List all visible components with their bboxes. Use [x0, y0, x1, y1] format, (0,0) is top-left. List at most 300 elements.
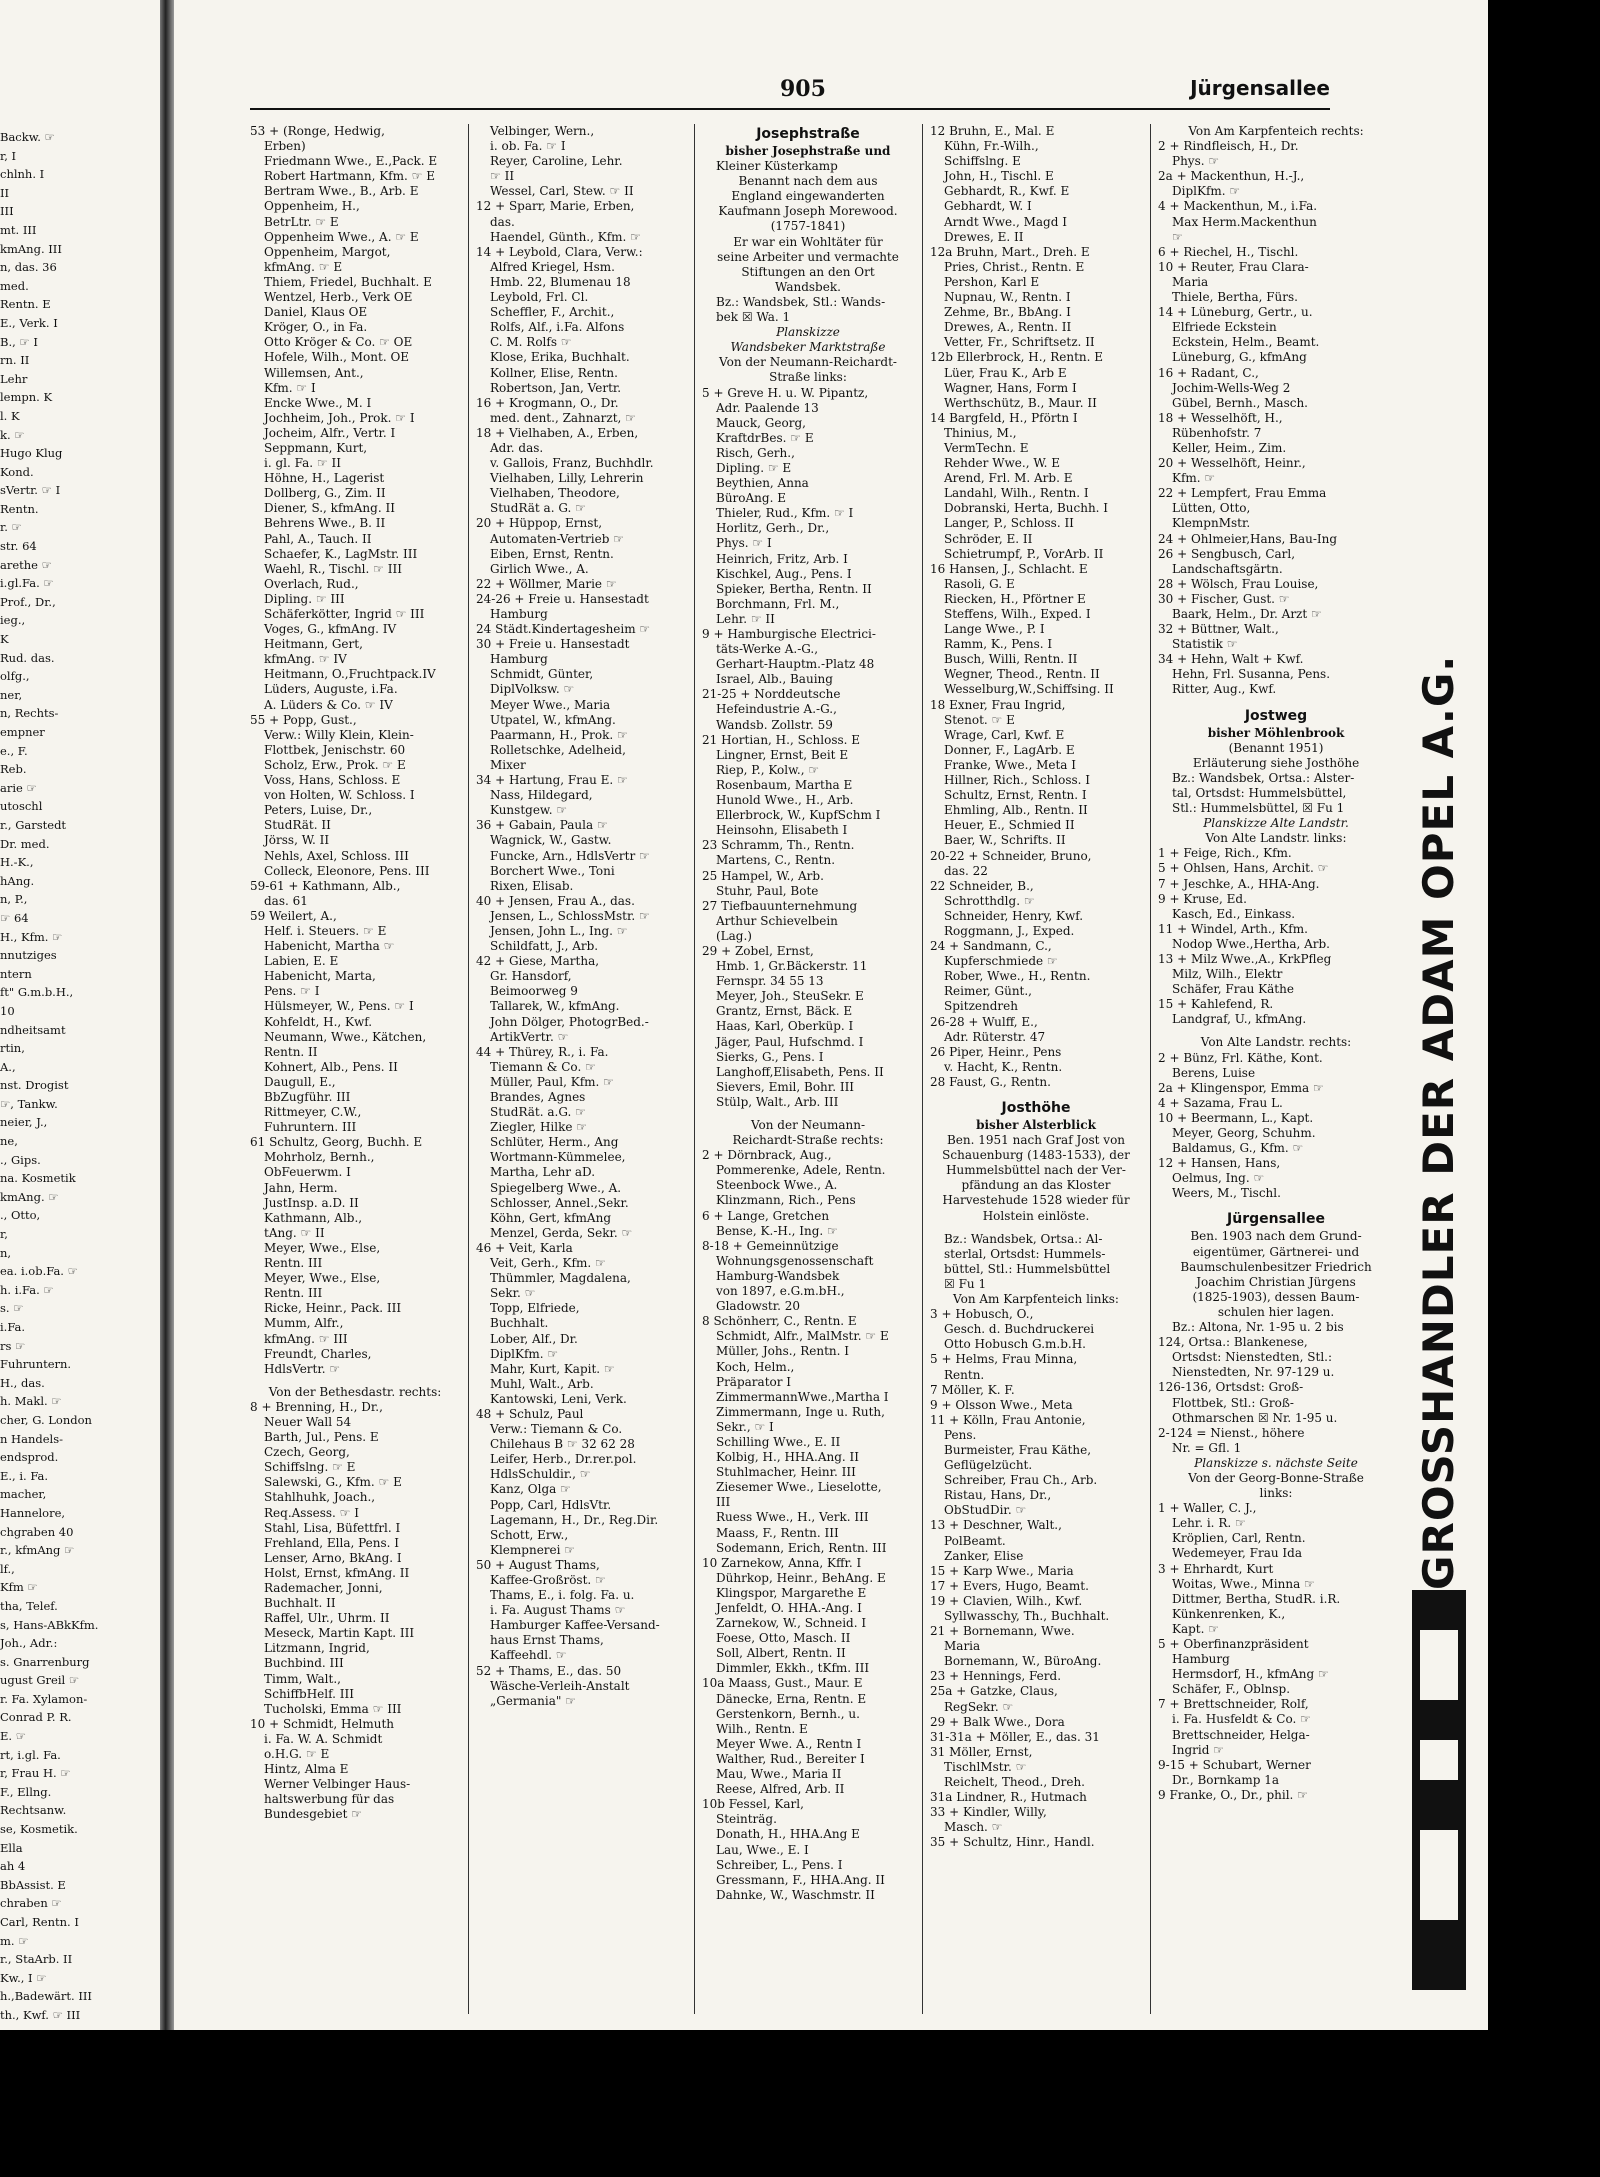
resident-entry: Kühn, Fr.-Wilh., — [944, 139, 1039, 154]
resident-entry: Jocheim, Alfr., Vertr. I — [264, 425, 396, 440]
house-entry: 15 + Karp Wwe., Maria — [930, 1563, 1074, 1578]
resident-entry: Encke Wwe., M. I — [264, 395, 372, 410]
resident-entry: Kollner, Elise, Rentn. — [490, 365, 618, 380]
resident-entry: Gr. Hansdorf, — [490, 969, 572, 984]
resident-entry: Ristau, Hans, Dr., — [944, 1488, 1052, 1503]
house-entry: 9-15 + Schubart, Werner — [1158, 1757, 1311, 1772]
house-entry: 8-18 + Gemeinnützige — [702, 1238, 839, 1253]
house-entry: 8 Schönherr, C., Rentn. E — [702, 1314, 857, 1329]
column-divider — [1150, 124, 1151, 2014]
resident-entry: Popp, Carl, HdlsVtr. — [490, 1497, 612, 1512]
resident-entry: von Holten, W. Schloss. I — [264, 788, 415, 803]
resident-entry: SchiffbHelf. III — [264, 1686, 354, 1701]
resident-entry: Robertson, Jan, Vertr. — [490, 380, 622, 395]
resident-entry: Reichelt, Theod., Dreh. — [944, 1775, 1085, 1790]
resident-entry: Dimmler, Ekkh., tKfm. III — [716, 1661, 870, 1676]
resident-entry: RegSekr. ☞ — [944, 1699, 1014, 1714]
street-note: bisher Alsterblick — [976, 1118, 1096, 1132]
resident-entry: Steffens, Wilh., Exped. I — [944, 607, 1091, 621]
column-1 — [250, 124, 460, 2014]
resident-entry: Heitmann, Gert, — [264, 637, 363, 652]
previous-page-fragment — [0, 128, 152, 2025]
house-entry: 40 + Jensen, Frau A., das. — [476, 893, 635, 908]
fragment-line: arie ☞ — [0, 780, 37, 795]
resident-entry: Wortmann-Kümmelee, — [490, 1150, 626, 1165]
resident-entry: Müller, Paul, Kfm. ☞ — [490, 1074, 614, 1089]
fragment-line: A., — [0, 1059, 16, 1074]
fragment-line: s. ☞ — [0, 1301, 24, 1316]
resident-entry: das. 22 — [944, 863, 988, 878]
spacer — [1158, 1201, 1394, 1209]
resident-entry: Martens, C., Rentn. — [716, 853, 836, 868]
street-note: (Benannt 1951) — [1228, 740, 1324, 755]
fragment-line: Conrad P. R. — [0, 1710, 72, 1725]
resident-entry: Schildfatt, J., Arb. — [490, 939, 599, 954]
resident-entry: Oppenheim Wwe., A. ☞ E — [264, 229, 419, 244]
resident-entry: ArtikVertr. ☞ — [490, 1029, 569, 1044]
house-entry: 23 + Hennings, Ferd. — [930, 1669, 1062, 1684]
resident-entry: Schiffslng. ☞ E — [264, 1460, 356, 1475]
resident-entry: Kischkel, Aug., Pens. I — [716, 566, 852, 581]
resident-entry: Beythien, Anna — [716, 476, 809, 491]
resident-entry: Borchert Wwe., Toni — [490, 863, 615, 878]
fragment-line: F., Ellng. — [0, 1784, 52, 1799]
house-entry: 55 + Popp, Gust., — [250, 712, 357, 727]
fragment-line: i.gl.Fa. ☞ — [0, 576, 54, 591]
resident-entry: Bz.: Wandsbek, Stl.: Wands- — [716, 294, 886, 309]
resident-entry: Rolletschke, Adelheid, — [490, 742, 626, 757]
resident-entry: Stahlhuhk, Joach., — [264, 1490, 376, 1505]
street-note: Von Am Karpfenteich links: — [953, 1292, 1119, 1307]
resident-entry: Colleck, Eleonore, Pens. III — [264, 863, 430, 878]
house-entry: 36 + Gabain, Paula ☞ — [476, 818, 608, 833]
resident-entry: Kaffee-Großröst. ☞ — [490, 1573, 606, 1587]
resident-entry: (Lag.) — [716, 928, 752, 943]
resident-entry: Wäsche-Verleih-Anstalt — [490, 1678, 630, 1693]
street-note: pfändung an das Kloster — [961, 1178, 1111, 1193]
fragment-line: r, — [0, 1227, 8, 1242]
house-entry: 12 + Sparr, Marie, Erben, — [476, 199, 635, 214]
fragment-line: Hannelore, — [0, 1505, 66, 1520]
street-note: Stiftungen an den Ort — [741, 264, 875, 279]
header-rule — [250, 108, 1330, 110]
resident-entry: Hintz, Alma E — [264, 1762, 349, 1777]
resident-entry: Israel, Alb., Bauing — [716, 672, 833, 687]
fragment-line: Dr. med. — [0, 836, 50, 851]
fragment-line: Joh., Adr.: — [0, 1636, 58, 1651]
house-entry: 30 + Freie u. Hansestadt — [476, 637, 630, 652]
resident-entry: Ortsdst: Nienstedten, Stl.: — [1172, 1350, 1333, 1365]
resident-entry: Hehn, Frl. Susanna, Pens. — [1172, 667, 1331, 682]
resident-entry: Sekr., ☞ I — [716, 1419, 774, 1434]
fragment-line: mt. III — [0, 222, 37, 237]
resident-entry: Syllwasschy, Th., Buchhalt. — [944, 1609, 1110, 1623]
resident-entry: Hermsdorf, H., kfmAng ☞ — [1172, 1667, 1329, 1682]
resident-entry: Drewes, E. II — [944, 229, 1024, 244]
house-entry: 2-124 = Nienst., höhere — [1158, 1425, 1305, 1440]
resident-entry: Burmeister, Frau Käthe, — [944, 1442, 1092, 1457]
resident-entry: Reese, Alfred, Arb. II — [716, 1782, 845, 1797]
resident-entry: Langer, P., Schloss. II — [944, 516, 1074, 531]
resident-entry: Mahr, Kurt, Kapit. ☞ — [490, 1361, 615, 1376]
resident-entry: Tiemann & Co. ☞ — [490, 1059, 596, 1074]
resident-entry: Helf. i. Steuers. ☞ E — [264, 923, 387, 938]
resident-entry: bek ☒ Wa. 1 — [716, 310, 791, 325]
resident-entry: Pommerenke, Adele, Rentn. — [716, 1163, 886, 1178]
resident-entry: Menzel, Gerda, Sekr. ☞ — [490, 1225, 633, 1240]
fragment-line: H., Kfm. ☞ — [0, 929, 63, 944]
street-note: Straße links: — [769, 370, 847, 385]
resident-entry: Fuhruntern. III — [264, 1120, 357, 1135]
fragment-line: K — [0, 632, 9, 647]
resident-entry: Eckstein, Helm., Beamt. — [1172, 335, 1320, 350]
resident-entry: Jenfeldt, O. HHA.-Ang. I — [716, 1601, 862, 1615]
resident-entry: Othmarschen ☒ Nr. 1-95 u. — [1172, 1410, 1338, 1425]
house-entry: 12b Ellerbrock, H., Rentn. E — [930, 350, 1104, 365]
resident-entry: John Dölger, PhotogrBed.- — [490, 1014, 649, 1029]
resident-entry: Otto Hobusch G.m.b.H. — [944, 1337, 1086, 1352]
house-entry: 20 + Hüppop, Ernst, — [476, 516, 603, 531]
house-entry: 31a Lindner, R., Hutmach — [930, 1790, 1087, 1805]
resident-entry: Wagnick, W., Gastw. — [490, 833, 612, 848]
fragment-line: ne, — [0, 1134, 18, 1149]
fragment-line: arethe ☞ — [0, 557, 52, 572]
street-note: Von Alte Landstr. links: — [1205, 831, 1347, 846]
resident-entry: KlempnMstr. — [1172, 516, 1251, 531]
house-entry: 11 + Windel, Arth., Kfm. — [1158, 921, 1308, 936]
resident-entry: Sierks, G., Pens. I — [716, 1049, 824, 1064]
fragment-line: B., ☞ I — [0, 334, 38, 349]
resident-entry: Willemsen, Ant., — [264, 365, 364, 380]
spacer — [930, 1090, 1142, 1098]
resident-entry: ObStudDir. ☞ — [944, 1503, 1027, 1518]
resident-entry: BbZugführ. III — [264, 1090, 351, 1104]
resident-entry: i. Fa. W. A. Schmidt — [264, 1731, 383, 1746]
resident-entry: Baldamus, G., Kfm. ☞ — [1172, 1141, 1304, 1156]
resident-entry: Ziesemer Wwe., Lieselotte, — [716, 1480, 882, 1495]
resident-entry: Rentn. II — [264, 1044, 318, 1059]
street-note: Planskizze s. nächste Seite — [1194, 1455, 1358, 1470]
fragment-line: chraben ☞ — [0, 1896, 62, 1911]
resident-entry: Wegner, Theod., Rentn. II — [944, 667, 1100, 682]
resident-entry: Vetter, Fr., Schriftsetz. II — [944, 335, 1095, 350]
resident-entry: Walther, Rud., Bereiter I — [716, 1751, 865, 1766]
resident-entry: das. 61 — [264, 893, 308, 908]
street-note: links: — [1259, 1486, 1293, 1501]
house-entry: 32 + Büttner, Walt., — [1158, 622, 1279, 637]
fragment-line: Rentn. — [0, 501, 39, 516]
resident-entry: i. ob. Fa. ☞ I — [490, 139, 566, 154]
resident-entry: Verw.: Tiemann & Co. — [490, 1422, 623, 1437]
resident-entry: Verw.: Willy Klein, Klein- — [264, 727, 414, 742]
resident-entry: i. gl. Fa. ☞ II — [264, 456, 341, 471]
resident-entry: Kantowski, Leni, Verk. — [490, 1391, 627, 1406]
resident-entry: Rosenbaum, Martha E — [716, 777, 853, 792]
fragment-line: E., i. Fa. — [0, 1468, 49, 1483]
house-entry: 59-61 + Kathmann, Alb., — [250, 878, 401, 893]
resident-entry: Riep, P., Kolw., ☞ — [716, 762, 820, 777]
fragment-line: rn. II — [0, 353, 30, 368]
house-entry: 24 + Sandmann, C., — [930, 939, 1052, 954]
resident-entry: Gressmann, F., HHA.Ang. II — [716, 1872, 885, 1887]
fragment-line: Hugo Klug — [0, 446, 63, 461]
fragment-line: n, P., — [0, 892, 28, 907]
fragment-line: cher, G. London — [0, 1412, 92, 1427]
house-entry: 29 + Zobel, Ernst, — [702, 943, 814, 958]
street-note: Benannt nach dem aus — [738, 174, 878, 189]
column-divider — [694, 124, 695, 2014]
resident-entry: Robert Hartmann, Kfm. ☞ E — [264, 169, 435, 184]
resident-entry: Bz.: Altona, Nr. 1-95 u. 2 bis — [1172, 1320, 1344, 1335]
house-entry: 24 Städt.Kindertagesheim ☞ — [476, 622, 651, 637]
street-heading: Josephstraße — [756, 126, 860, 142]
resident-entry: ObFeuerwm. I — [264, 1165, 351, 1180]
resident-entry: Grantz, Ernst, Bäck. E — [716, 1004, 853, 1019]
fragment-line: nst. Drogist — [0, 1078, 69, 1093]
resident-entry: haus Ernst Thams, — [490, 1633, 604, 1648]
resident-entry: Jensen, L., SchlossMstr. ☞ — [490, 908, 650, 923]
house-entry: 10 + Reuter, Frau Clara- — [1158, 259, 1309, 274]
resident-entry: Landschaftsgärtn. — [1172, 561, 1283, 576]
resident-entry: Landgraf, U., kfmAng. — [1172, 1012, 1307, 1027]
resident-entry: Sekr. ☞ — [490, 1286, 536, 1301]
running-headword: Jürgensallee — [1190, 76, 1330, 100]
resident-entry: Chilehaus B ☞ 32 62 28 — [490, 1437, 635, 1452]
resident-entry: Hamburg — [490, 652, 548, 667]
resident-entry: Müller, Johs., Rentn. I — [716, 1344, 849, 1359]
resident-entry: Stenot. ☞ E — [944, 712, 1015, 727]
house-entry: 10 Zarnekow, Anna, Kffr. I — [702, 1555, 862, 1570]
house-entry: 3 + Hobusch, O., — [930, 1307, 1034, 1322]
fragment-line: rtin, — [0, 1041, 25, 1056]
house-entry: 50 + August Thams, — [476, 1557, 600, 1572]
resident-entry: Daniel, Klaus OE — [264, 305, 368, 320]
fragment-line: BbAssist. E — [0, 1877, 66, 1892]
resident-entry: Werthschütz, B., Maur. II — [944, 395, 1097, 410]
fragment-line: ndheitsamt — [0, 1022, 66, 1037]
resident-entry: Hamburg — [490, 607, 548, 621]
resident-entry: Dr., Bornkamp 1a — [1172, 1772, 1280, 1787]
fragment-line: E., Verk. I — [0, 315, 58, 330]
resident-entry: Lange Wwe., P. I — [944, 622, 1045, 637]
spacer — [1158, 1027, 1394, 1035]
resident-entry: Adr. Rüterstr. 47 — [944, 1029, 1046, 1044]
street-note: (1825-1903), dessen Baum- — [1192, 1289, 1360, 1304]
house-entry: 9 Franke, O., Dr., phil. ☞ — [1158, 1787, 1308, 1802]
house-entry: 34 + Hehn, Walt + Kwf. — [1158, 652, 1304, 667]
resident-entry: Timm, Walt., — [264, 1671, 341, 1686]
resident-entry: Reyer, Caroline, Lehr. — [490, 154, 623, 169]
resident-entry: Arndt Wwe., Magd I — [944, 214, 1067, 229]
resident-entry: Dollberg, G., Zim. II — [264, 486, 386, 501]
resident-entry: Ramm, K., Pens. I — [944, 637, 1053, 652]
resident-entry: Friedmann Wwe., E.,Pack. E — [264, 154, 438, 169]
resident-entry: Donath, H., HHA.Ang E — [716, 1827, 860, 1842]
resident-entry: Adr. Paalende 13 — [716, 400, 819, 415]
resident-entry: PolBeamt. — [944, 1533, 1006, 1548]
resident-entry: Mohrholz, Bernh., — [264, 1150, 375, 1165]
resident-entry: i. Fa. August Thams ☞ — [490, 1603, 626, 1618]
fragment-line: e., F. — [0, 743, 28, 758]
house-entry: 48 + Schulz, Paul — [476, 1406, 584, 1421]
resident-entry: Rehder Wwe., W. E — [944, 456, 1060, 471]
street-note: Von Alte Landstr. rechts: — [1200, 1035, 1352, 1050]
fragment-line: th., Kwf. ☞ III — [0, 2007, 81, 2022]
advertisement-text: GROSSHANDLER DER ADAM OPEL A.G. — [1414, 654, 1463, 1590]
resident-entry: StudRät. II — [264, 818, 331, 833]
fragment-line: r., StaArb. II — [0, 1952, 73, 1967]
resident-entry: Maria — [944, 1639, 981, 1654]
resident-entry: Schäfer, F., Oblnsp. — [1172, 1682, 1291, 1697]
resident-entry: das. — [490, 214, 515, 229]
fragment-line: r, Frau H. ☞ — [0, 1766, 71, 1781]
house-entry: 30 + Fischer, Gust. ☞ — [1158, 591, 1290, 606]
resident-entry: Dänecke, Erna, Rentn. E — [716, 1691, 867, 1706]
house-entry: 27 Tiefbauunternehmung — [702, 898, 858, 913]
resident-entry: Bz.: Wandsbek, Ortsa.: Alster- — [1172, 770, 1355, 785]
resident-entry: Voss, Hans, Schloss. E — [264, 773, 401, 788]
fragment-line: Rentn. E — [0, 297, 51, 312]
column-4 — [930, 124, 1142, 2014]
house-entry: 31 Möller, Ernst, — [930, 1744, 1033, 1759]
house-entry: 7 + Jeschke, A., HHA-Ang. — [1158, 876, 1320, 891]
resident-entry: Voges, G., kfmAng. IV — [264, 622, 397, 637]
fragment-line: ☞, Tankw. — [0, 1096, 58, 1111]
fragment-line: chgraben 40 — [0, 1524, 74, 1539]
fragment-line: nnutziges — [0, 948, 57, 963]
column-2 — [476, 124, 686, 2014]
resident-entry: StudRät a. G. ☞ — [490, 501, 586, 516]
house-entry: 14 + Lüneburg, Gertr., u. — [1158, 305, 1313, 320]
house-entry: 10 + Beermann, L., Kapt. — [1158, 1110, 1314, 1125]
fragment-line: r, I — [0, 148, 17, 163]
spacer — [702, 1110, 914, 1118]
resident-entry: HdlsSchuldir., ☞ — [490, 1467, 591, 1482]
resident-entry: Roggmann, J., Exped. — [944, 923, 1075, 938]
resident-entry: Vielhaben, Lilly, Lehrerin — [490, 471, 644, 486]
street-note: Wandsbek. — [775, 279, 841, 294]
resident-entry: Phys. ☞ I — [716, 536, 772, 551]
resident-entry: VermTechn. E — [944, 440, 1029, 455]
resident-entry: III — [716, 1495, 731, 1510]
house-entry: 24 + Ohlmeier,Hans, Bau-Ing — [1158, 531, 1338, 546]
resident-entry: Brettschneider, Helga- — [1172, 1727, 1310, 1742]
resident-entry: Schilling Wwe., E. II — [716, 1434, 841, 1449]
resident-entry: Automaten-Vertrieb ☞ — [490, 531, 624, 546]
resident-entry: Meyer, Wwe., Else, — [264, 1271, 381, 1286]
house-entry: 25 Hampel, W., Arb. — [702, 868, 824, 883]
fragment-line: m. ☞ — [0, 1933, 29, 1948]
resident-entry: Beimoorweg 9 — [490, 984, 578, 999]
resident-entry: Neumann, Wwe., Kätchen, — [264, 1029, 427, 1044]
resident-entry: Klinzmann, Rich., Pens — [716, 1193, 856, 1208]
fragment-line: empner — [0, 725, 45, 739]
house-entry: 2a + Mackenthun, H.-J., — [1158, 169, 1305, 184]
fragment-line: se, Kosmetik. — [0, 1822, 78, 1837]
resident-entry: Kupferschmiede ☞ — [944, 954, 1058, 969]
resident-entry: Wentzel, Herb., Verk OE — [264, 290, 413, 305]
column-divider — [468, 124, 469, 2014]
fragment-line: h. Makl. ☞ — [0, 1394, 62, 1409]
resident-entry: StudRät. a.G. ☞ — [490, 1105, 586, 1120]
resident-entry: Gerhart-Hauptm.-Platz 48 — [716, 657, 875, 672]
fragment-line: kmAng. ☞ — [0, 1189, 59, 1204]
resident-entry: Paarmann, H., Prok. ☞ — [490, 727, 628, 742]
spacer — [930, 1224, 1142, 1232]
resident-entry: Kröplien, Carl, Rentn. — [1172, 1531, 1306, 1546]
resident-entry: Nass, Hildegard, — [490, 788, 593, 803]
resident-entry: Hofele, Wilh., Mont. OE — [264, 350, 410, 365]
resident-entry: Nr. = Gfl. 1 — [1172, 1440, 1242, 1455]
house-entry: 14 Bargfeld, H., Pförtn I — [930, 410, 1078, 425]
resident-entry: Oppenheim, H., — [264, 199, 360, 214]
house-entry: 16 + Krogmann, O., Dr. — [476, 395, 619, 410]
resident-entry: Steenbock Wwe., A. — [716, 1178, 838, 1193]
street-note: bisher Möhlenbrook — [1207, 725, 1345, 740]
house-entry: 42 + Giese, Martha, — [476, 954, 600, 969]
resident-entry: Rademacher, Jonni, — [264, 1581, 383, 1595]
house-entry: 28 + Wölsch, Frau Louise, — [1158, 576, 1319, 591]
house-entry: 126-136, Ortsdst: Groß- — [1158, 1380, 1304, 1395]
resident-entry: DiplKfm. ☞ — [1172, 184, 1241, 199]
resident-entry: Wessel, Carl, Stew. ☞ II — [490, 184, 634, 199]
page-header — [250, 74, 1330, 104]
resident-entry: Schlosser, Annel.,Sekr. — [490, 1195, 629, 1210]
resident-entry: Lenser, Arno, BkAng. I — [264, 1550, 402, 1565]
resident-entry: Höhne, H., Lagerist — [264, 471, 385, 486]
resident-entry: Buchbind. III — [264, 1656, 344, 1671]
resident-entry: v. Gallois, Franz, Buchhdlr. — [490, 456, 654, 471]
house-entry: 7 + Brettschneider, Rolf, — [1158, 1697, 1309, 1712]
book-spine — [160, 0, 174, 2030]
resident-entry: Martha, Lehr aD. — [490, 1165, 596, 1180]
fragment-line: ugust Greil ☞ — [0, 1673, 80, 1688]
fragment-line: med. — [0, 278, 29, 293]
resident-entry: Schröder, E. II — [944, 531, 1033, 546]
resident-entry: Stahl, Lisa, Büfettfrl. I — [264, 1520, 401, 1535]
resident-entry: Spieker, Bertha, Rentn. II — [716, 581, 872, 596]
resident-entry: Heinrich, Fritz, Arb. I — [716, 551, 848, 566]
resident-entry: v. Hacht, K., Rentn. — [944, 1059, 1063, 1074]
street-note: Von der Georg-Bonne-Straße — [1188, 1470, 1364, 1485]
fragment-line: Backw. ☞ — [0, 130, 55, 144]
resident-entry: Thiele, Bertha, Fürs. — [1172, 290, 1298, 305]
street-note: Kaufmann Joseph Morewood. — [718, 204, 898, 219]
resident-entry: Jahn, Herm. — [264, 1180, 338, 1195]
resident-entry: Werner Velbinger Haus- — [264, 1777, 411, 1792]
resident-entry: Kohfeldt, H., Kwf. — [264, 1014, 373, 1029]
resident-entry: Neuer Wall 54 — [264, 1414, 352, 1429]
street-note: seine Arbeiter und vermachte — [717, 249, 899, 264]
resident-entry: Funcke, Arn., HdlsVertr ☞ — [490, 848, 650, 863]
fragment-line: r. ☞ — [0, 520, 22, 535]
resident-entry: ☒ Fu 1 — [944, 1276, 987, 1291]
resident-entry: Zarnekow, W., Schneid. I — [716, 1616, 867, 1631]
house-entry: 8 + Brenning, H., Dr., — [250, 1399, 383, 1414]
resident-entry: Kfm. ☞ I — [264, 380, 316, 395]
house-entry: 26 + Sengbusch, Carl, — [1158, 546, 1296, 561]
house-entry: 44 + Thürey, R., i. Fa. — [476, 1044, 609, 1059]
resident-entry: Mauck, Georg, — [716, 415, 806, 430]
resident-entry: Eiben, Ernst, Rentn. — [490, 546, 614, 561]
fragment-line: Kond. — [0, 464, 34, 479]
resident-entry: Donner, F., LagArb. E — [944, 742, 1075, 757]
resident-entry: Haendel, Günth., Kfm. ☞ — [490, 229, 641, 244]
resident-entry: DiplVolksw. ☞ — [490, 682, 575, 697]
resident-entry: täts-Werke A.-G., — [716, 642, 819, 657]
resident-entry: Lober, Alf., Dr. — [490, 1331, 578, 1346]
house-entry: 21 Hortian, H., Schloss. E — [702, 732, 861, 747]
